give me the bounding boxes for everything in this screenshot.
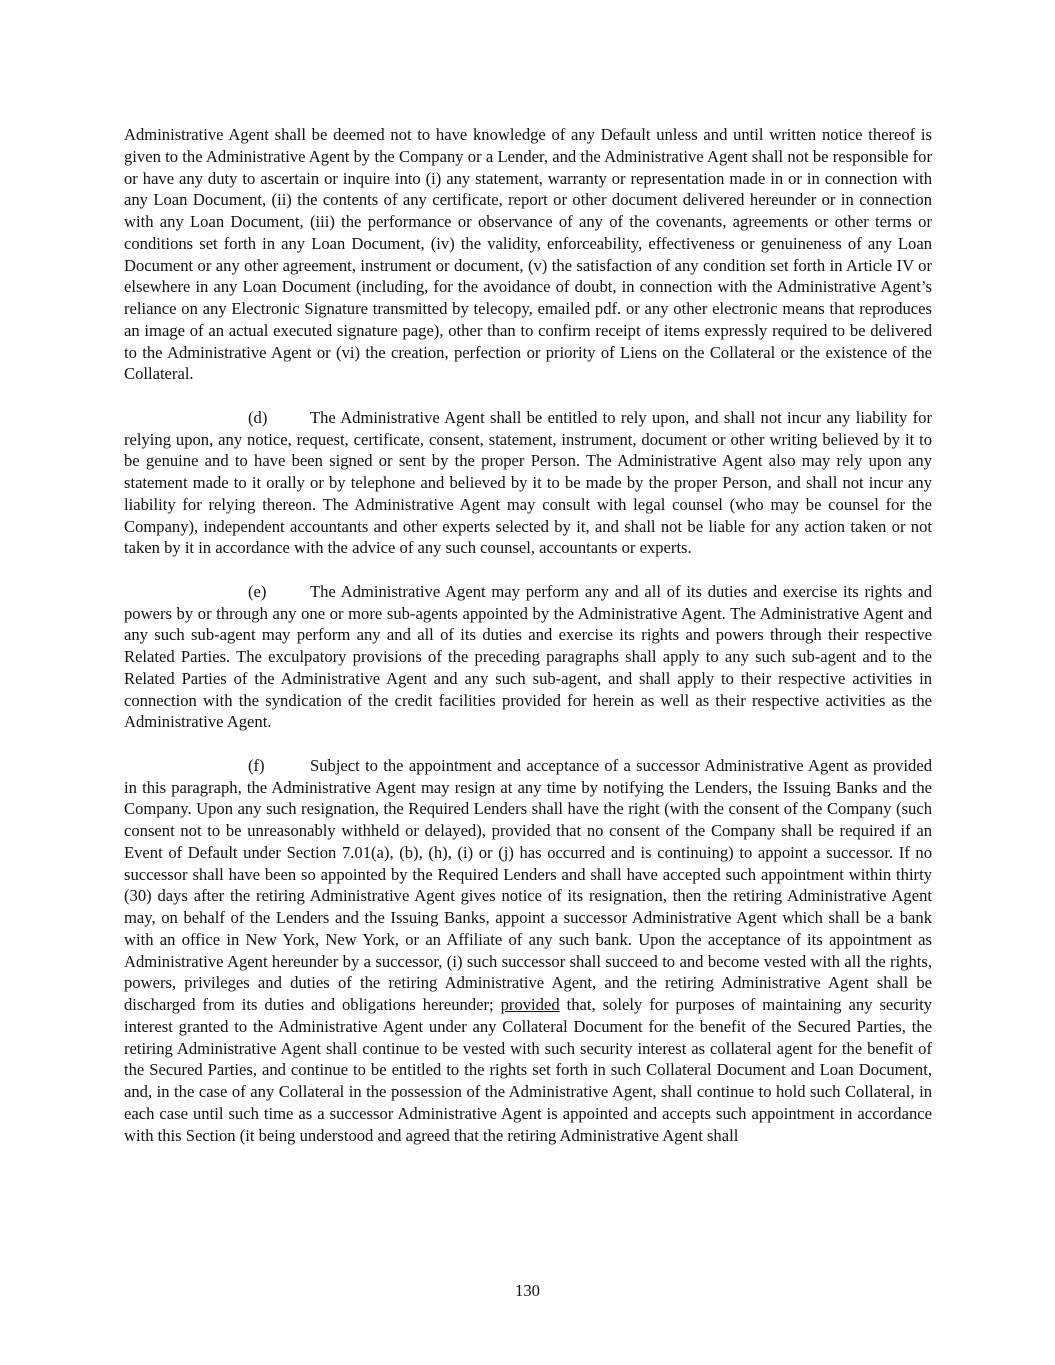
page-number: 130: [515, 1281, 540, 1300]
document-page: [124, 124, 932, 1168]
paragraph-f-text-after: that, solely for purposes of maintaining any security interest granted to the Administrative Agent under any Collateral Document for the benefit of the Secured Parties, the retiring Administrative Agent shall continue to be vested with such security interest as collateral agent for the benefit of the Secured Parties, and continue to be entitled to the rights set forth in such Collateral Document and Loan Document, and, in the case of any Collateral in the possession of the Administrative Agent, shall continue to hold such Collateral, in each case until such time as a successor Administrative Agent is appointed and accepts such appointment in accordance with this Section (it being understood and agreed that the retiring Administrative Agent shall: [124, 995, 932, 1145]
paragraph-f-text-before: Subject to the appointment and acceptance of a successor Administrative Agent as provided in this paragraph, the Administrative Agent may resign at any time by notifying the Lenders, the Issuing Banks and the Company. Upon any such resignation, the Required Lenders shall have the right (with the consent of the Company (such consent not to be unreasonably withheld or delayed), provided that no consent of the Company shall be required if an Event of Default under Section 7.01(a), (b), (h), (i) or (j) has occurred and is continuing) to appoint a successor. If no successor shall have been so appointed by the Required Lenders and shall have accepted such appointment within thirty (30) days after the retiring Administrative Agent gives notice of its resignation, then the retiring Administrative Agent may, on behalf of the Lenders and the Issuing Banks, appoint a successor Administrative Agent which shall be a bank with an office in New York, New York, or an Affiliate of any such bank. Upon the acceptance of its appointment as Administrative Agent hereunder by a successor, (i) such successor shall succeed to and become vested with all the rights, powers, privileges and duties of the retiring Administrative Agent, and the retiring Administrative Agent shall be discharged from its duties and obligations hereunder;: [124, 755, 932, 1014]
paragraph-e-text: The Administrative Agent may perform any and all of its duties and exercise its rights and powers by or through any one or more sub-agents appointed by the Administrative Agent. The Administrative Agent and any such sub-agent may perform any and all of its duties and exercise its rights and powers through their respective Related Parties. The exculpatory provisions of the preceding paragraphs shall apply to any such sub-agent and to the Related Parties of the Administrative Agent and any such sub-agent, and shall apply to their respective activities in connection with the syndication of the credit facilities provided for herein as well as their respective activities as the Administrative Agent.: [124, 581, 932, 732]
paragraph-d: [124, 407, 932, 559]
paragraph-e: [124, 581, 932, 733]
paragraph-f-label: (f): [248, 755, 265, 775]
paragraph-d-text: The Administrative Agent shall be entitled to rely upon, and shall not incur any liability for relying upon, any notice, request, certificate, consent, statement, instrument, document or other writing believed by it to be genuine and to have been signed or sent by the proper Person. The Administrative Agent also may rely upon any statement made to it orally or by telephone and believed by it to be made by the proper Person, and shall not incur any liability for relying thereon. The Administrative Agent may consult with legal counsel (who may be counsel for the Company), independent accountants and other experts selected by it, and shall not be liable for any action taken or not taken by it in accordance with the advice of any such counsel, accountants or experts.: [124, 407, 932, 558]
paragraph-e-label: (e): [248, 581, 267, 601]
paragraph-c-continuation: Administrative Agent shall be deemed not to have knowledge of any Default unless and until written notice thereof is given to the Administrative Agent by the Company or a Lender, and the Administrative Agent shall not be responsible for or have any duty to ascertain or inquire into (i) any statement, warranty or representation made in or in connection with any Loan Document, (ii) the contents of any certificate, report or other document delivered hereunder or in connection with any Loan Document, (iii) the performance or observance of any of the covenants, agreements or other terms or conditions set forth in any Loan Document, (iv) the validity, enforceability, effectiveness or genuineness of any Loan Document or any other agreement, instrument or document, (v) the satisfaction of any condition set forth in Article IV or elsewhere in any Loan Document (including, for the avoidance of doubt, in connection with the Administrative Agent’s reliance on any Electronic Signature transmitted by telecopy, emailed pdf. or any other electronic means that reproduces an image of an actual executed signature page), other than to confirm receipt of items expressly required to be delivered to the Administrative Agent or (vi) the creation, perfection or priority of Liens on the Collateral or the existence of the Collateral.: [124, 125, 932, 384]
paragraph-d-label: (d): [248, 407, 268, 427]
provided-underlined: provided: [500, 995, 560, 1014]
paragraph-f: [124, 755, 932, 1147]
